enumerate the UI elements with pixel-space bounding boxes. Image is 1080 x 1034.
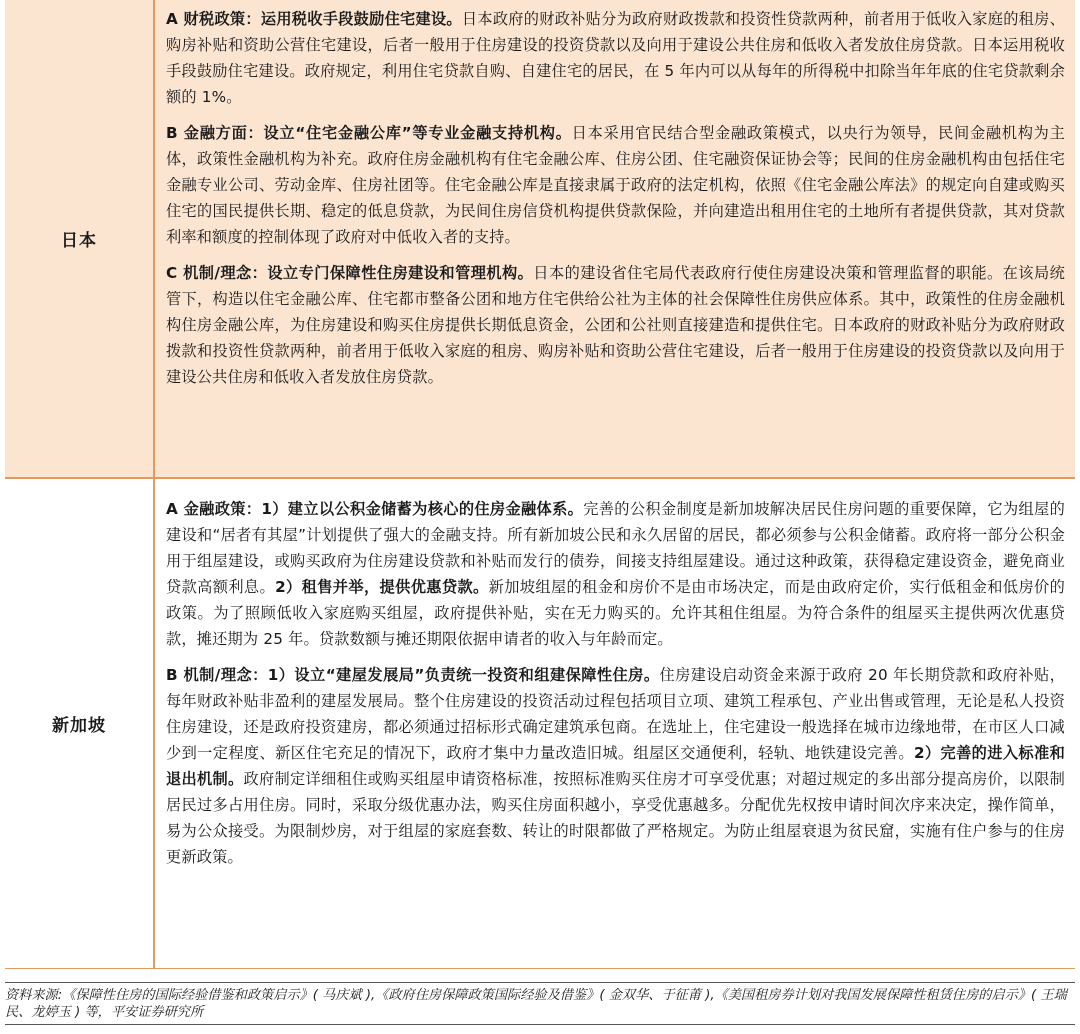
singapore-para-b-heading2: 2）完善的进入标准和退出机制。 (166, 744, 1065, 788)
japan-content (155, 0, 1075, 477)
japan-para-b-text: 日本采用官民结合型金融政策模式，以央行为领导，民间金融机构为主体，政策性金融机构为补充。政府住房金融机构有住宅金融公库、住房公团、住宅融资保证协会等；民间的住房金融机构由包括住宅金融专业公司、劳动金库、住房社团等。住宅金融公库是直接隶属于政府的法定机构，依照《住宅金融公库法》的规定向自建或购买住宅的国民提供长期、稳定的低息贷款，为民间住房信贷机构提供贷款保险，并向建造出租用住宅的土地所有者提供贷款，其对贷款利率和额度的控制体现了政府对中低收入者的支持。 (166, 124, 1065, 246)
singapore-para-b (166, 662, 1065, 870)
singapore-para-a-heading: A 金融政策：1）建立以公积金储蓄为核心的住房金融体系。 (166, 500, 584, 518)
singapore-para-a-text2: 新加坡组屋的租金和房价不是由市场决定，而是由政府定价，实行低租金和低房价的政策。为了照顾低收入家庭购买组屋，政府提供补贴，实在无力购买的。允许其租住组屋。为符合条件的组屋买主提供两次优惠贷款，摊还期为 25 年。贷款数额与摊还期限依据申请者的收入与年龄而定。 (166, 578, 1066, 648)
japan-para-b (166, 120, 1065, 250)
country-label-japan: 日本 (5, 0, 155, 477)
singapore-para-a (166, 496, 1065, 652)
source-text: 资料来源:《保障性住房的国际经验借鉴和政策启示》( 马庆斌 ),《政府住房保障政策国际经验及借鉴》( 金双华、于征莆 ),《美国租房券计划对我国发展保障性租赁住房的启示》( 王瑞民、龙婷玉 ) 等，平安证券研究所 (5, 988, 1067, 1020)
table-row-singapore (5, 479, 1075, 969)
singapore-content (155, 479, 1075, 968)
source-note (5, 982, 1075, 1021)
singapore-para-b-heading: B 机制/理念：1）设立“建屋发展局”负责统一投资和组建保障性住房。 (166, 666, 660, 684)
singapore-para-a-heading2: 2）租售并举，提供优惠贷款。 (275, 578, 489, 596)
singapore-para-a-text: 完善的公积金制度是新加坡解决居民住房问题的重要保障，它为组屋的建设和“居者有其屋”计划提供了强大的金融支持。所有新加坡公民和永久居留的居民，都必须参与公积金储蓄。政府将一部分公积金用于组屋建设，或购买政府为住房建设贷款和补贴而发行的债券，间接支持组屋建设。通过这种政策，获得稳定建设资金，避免商业贷款高额利息。 (166, 500, 1065, 596)
japan-para-a (166, 6, 1065, 110)
japan-para-a-heading: A 财税政策：运用税收手段鼓励住宅建设。 (166, 10, 462, 28)
singapore-para-b-text: 住房建设启动资金来源于政府 20 年长期贷款和政府补贴，每年财政补贴非盈利的建屋发展局。整个住房建设的投资活动过程包括项目立项、建筑工程承包、产业出售或管理，无论是私人投资住房建设，还是政府投资建房，都必须通过招标形式确定建筑承包商。在选址上，住宅建设一般选择在城市边缘地带，在市区人口减少到一定程度、新区住宅充足的情况下，政府才集中力量改造旧城。组屋区交通便利，轻轨、地铁建设完善。 (166, 666, 1065, 762)
japan-para-a-text: 日本政府的财政补贴分为政府财政拨款和投资性贷款两种，前者用于低收入家庭的租房、购房补贴和资助公营住宅建设，后者一般用于住房建设的投资贷款以及向用于建设公共住房和低收入者发放住房贷款。日本运用税收手段鼓励住宅建设。政府规定，利用住宅贷款自购、自建住宅的居民，在 5 年内可以从每年的所得税中扣除当年年底的住宅贷款剩余额的 1%。 (166, 10, 1065, 106)
japan-para-c-text: 日本的建设省住宅局代表政府行使住房建设决策和管理监督的职能。在该局统管下，构造以住宅金融公库、住宅都市整备公团和地方住宅供给公社为主体的社会保障性住房供应体系。其中，政策性的住房金融机构住房金融公库，为住房建设和购买住房提供长期低息资金，公团和公社则直接建造和提供住宅。日本政府的财政补贴分为政府财政拨款和投资性贷款两种，前者用于低收入家庭的租房、购房补贴和资助公营住宅建设，后者一般用于住房建设的投资贷款以及向用于建设公共住房和低收入者发放住房贷款。 (166, 264, 1065, 386)
japan-para-b-heading: B 金融方面：设立“住宅金融公库”等专业金融支持机构。 (166, 124, 572, 142)
japan-para-c (166, 260, 1065, 390)
policy-table (5, 0, 1075, 969)
singapore-para-b-text2: 政府制定详细租住或购买组屋申请资格标准，按照标准购买住房才可享受优惠；对超过规定的多出部分提高房价，以限制居民过多占用住房。同时，采取分级优惠办法，购买住房面积越小，享受优惠越多。分配优先权按申请时间次序来决定，操作简单，易为公众接受。为限制炒房，对于组屋的家庭套数、转让的时限都做了严格规定。为防止组屋衰退为贫民窟，实施有住户参与的住房更新政策。 (166, 770, 1065, 866)
source-bottom-rule (5, 1024, 1075, 1025)
japan-para-c-heading: C 机制/理念：设立专门保障性住房建设和管理机构。 (166, 264, 534, 282)
country-label-singapore: 新加坡 (5, 479, 155, 968)
table-row-japan (5, 0, 1075, 479)
